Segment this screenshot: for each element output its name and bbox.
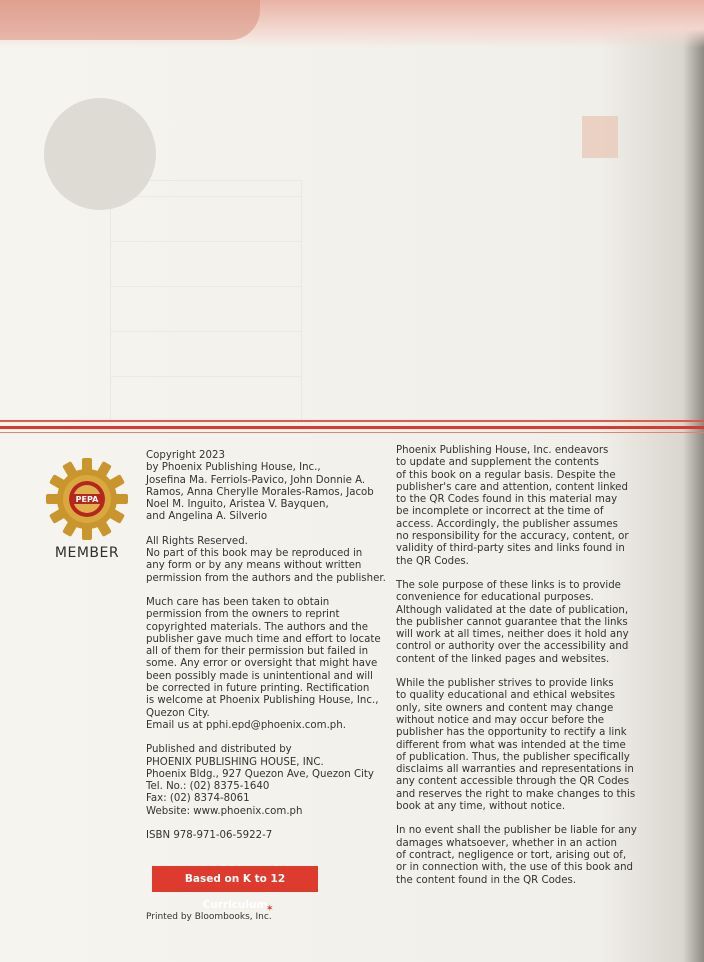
pepa-text: PEPA: [75, 495, 99, 504]
k12-curriculum-badge: Based on K to 12 Curriculum: [152, 866, 318, 892]
liability-disclaimer: In no event shall the publisher be liable for any damages whatsoever, whether in an action of contract, negligence or tort, arising out of, or in connection with, the use of this book and the content found in the QR Codes.: [396, 825, 637, 886]
show-through-table: [110, 180, 302, 422]
left-column: [146, 450, 392, 854]
member-label: MEMBER: [54, 545, 120, 561]
copyright-notice: Copyright 2023 by Phoenix Publishing House, Inc., Josefina Ma. Ferriols-Pavico, John Donnie A. Ramos, Anna Cherylle Morales-Ramos, Jacob Noel M. Inguito, Aristea V. Bayquen, and Angelina A. Silverio: [146, 450, 374, 523]
show-through-badge: [44, 98, 156, 210]
divider-line-bottom: [0, 432, 704, 433]
pepa-logo: [46, 458, 128, 540]
rights-notice: All Rights Reserved. No part of this book may be reproduced in any form or by any means without written permission from the authors and the publisher.: [146, 535, 386, 584]
show-through-logo-mark: [582, 116, 618, 158]
qr-disclaimer: Phoenix Publishing House, Inc. endeavors to update and supplement the contents of this book on a regular basis. Despite the publisher's care and attention, content linked to the QR Codes found in this material may be incomplete or incorrect at the time of access. Accordingly, the publisher assumes no responsibility for the accuracy, content, or validity of third-party sites and links found in the QR Codes.: [396, 445, 629, 567]
divider-line-middle: [0, 426, 704, 429]
purpose-disclaimer: The sole purpose of these links is to provide convenience for educational purposes. Although validated at the date of publication, the publisher cannot guarantee that the links will work at all times, neither does it hold any control or authority over the accessibility and content of the linked pages and websites.: [396, 579, 629, 665]
cover-corner-band: [0, 0, 704, 48]
publisher-info: Published and distributed by PHOENIX PUBLISHING HOUSE, INC. Phoenix Bldg., 927 Quezon Ave, Quezon City Tel. No.: (02) 8375-1640 Fax: (02) 8374-8061 Website: www.phoenix.com.ph: [146, 744, 374, 817]
permissions-notice: Much care has been taken to obtain permission from the owners to reprint copyrighted materials. The authors and the publisher gave much time and effort to locate all of them for their permission but failed in some. Any error or oversight that might have been possibly made is unintentional and will be corrected in future printing. Rectification is welcome at Phoenix Publishing House, Inc., Quezon City. Email us at pphi.epd@phoenix.com.ph.: [146, 596, 381, 731]
divider-line-top: [0, 420, 704, 422]
link-change-disclaimer: While the publisher strives to provide links to quality educational and ethical websites only, site owners and content may change without notice and may occur before the publisher has the opportunity to rectify a link different from what was intended at the time of publication. Thus, the publisher specifically disclaims all warranties and representations in any content accessible through the QR Codes and reserves the right to make changes to this book at any time, without notice.: [396, 678, 636, 813]
printed-by: Printed by Bloombooks, Inc.: [146, 912, 272, 922]
right-column: [396, 445, 642, 899]
printer-mark-icon: ✶: [266, 904, 274, 914]
isbn: ISBN 978-971-06-5922-7: [146, 830, 273, 842]
